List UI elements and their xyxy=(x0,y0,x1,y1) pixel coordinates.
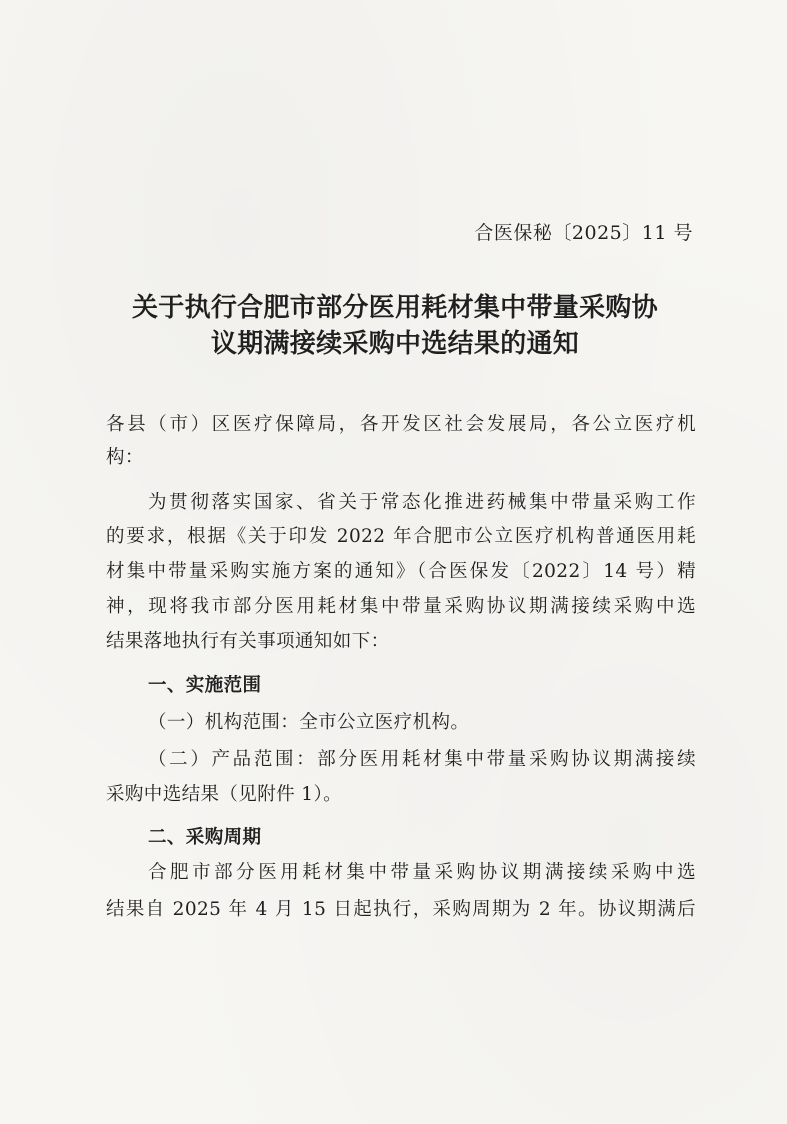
section-1-heading: 一、实施范围 xyxy=(148,675,262,696)
salutation-line-2: 构： xyxy=(106,447,144,468)
intro-line-3: 材集中带量采购实施方案的通知》（合医保发〔2022〕14 号）精 xyxy=(106,561,696,582)
intro-line-2: 的要求，根据《关于印发 2022 年合肥市公立医疗机构普通医用耗 xyxy=(106,526,696,547)
section-1-item-2-line-2: 采购中选结果（见附件 1）。 xyxy=(106,784,343,805)
intro-line-4: 神，现将我市部分医用耗材集中带量采购协议期满接续采购中选 xyxy=(106,596,696,617)
intro-line-5: 结果落地执行有关事项通知如下： xyxy=(106,631,390,652)
title-line-1: 关于执行合肥市部分医用耗材集中带量采购协 xyxy=(131,293,658,323)
salutation-line-1: 各县（市）区医疗保障局，各开发区社会发展局，各公立医疗机 xyxy=(106,414,696,435)
title-line-2: 议期满接续采购中选结果的通知 xyxy=(210,329,580,359)
section-1-item-2-line-1: （二）产品范围：部分医用耗材集中带量采购协议期满接续 xyxy=(148,749,696,770)
section-2-heading: 二、采购周期 xyxy=(148,827,262,848)
section-2-line-1: 合肥市部分医用耗材集中带量采购协议期满接续采购中选 xyxy=(148,862,696,883)
section-1-item-1: （一）机构范围：全市公立医疗机构。 xyxy=(148,712,470,733)
section-2-line-2: 结果自 2025 年 4 月 15 日起执行，采购周期为 2 年。协议期满后 xyxy=(106,899,696,920)
intro-line-1: 为贯彻落实国家、省关于常态化推进药械集中带量采购工作 xyxy=(148,492,696,513)
document-number: 合医保秘〔2025〕11 号 xyxy=(474,222,693,244)
